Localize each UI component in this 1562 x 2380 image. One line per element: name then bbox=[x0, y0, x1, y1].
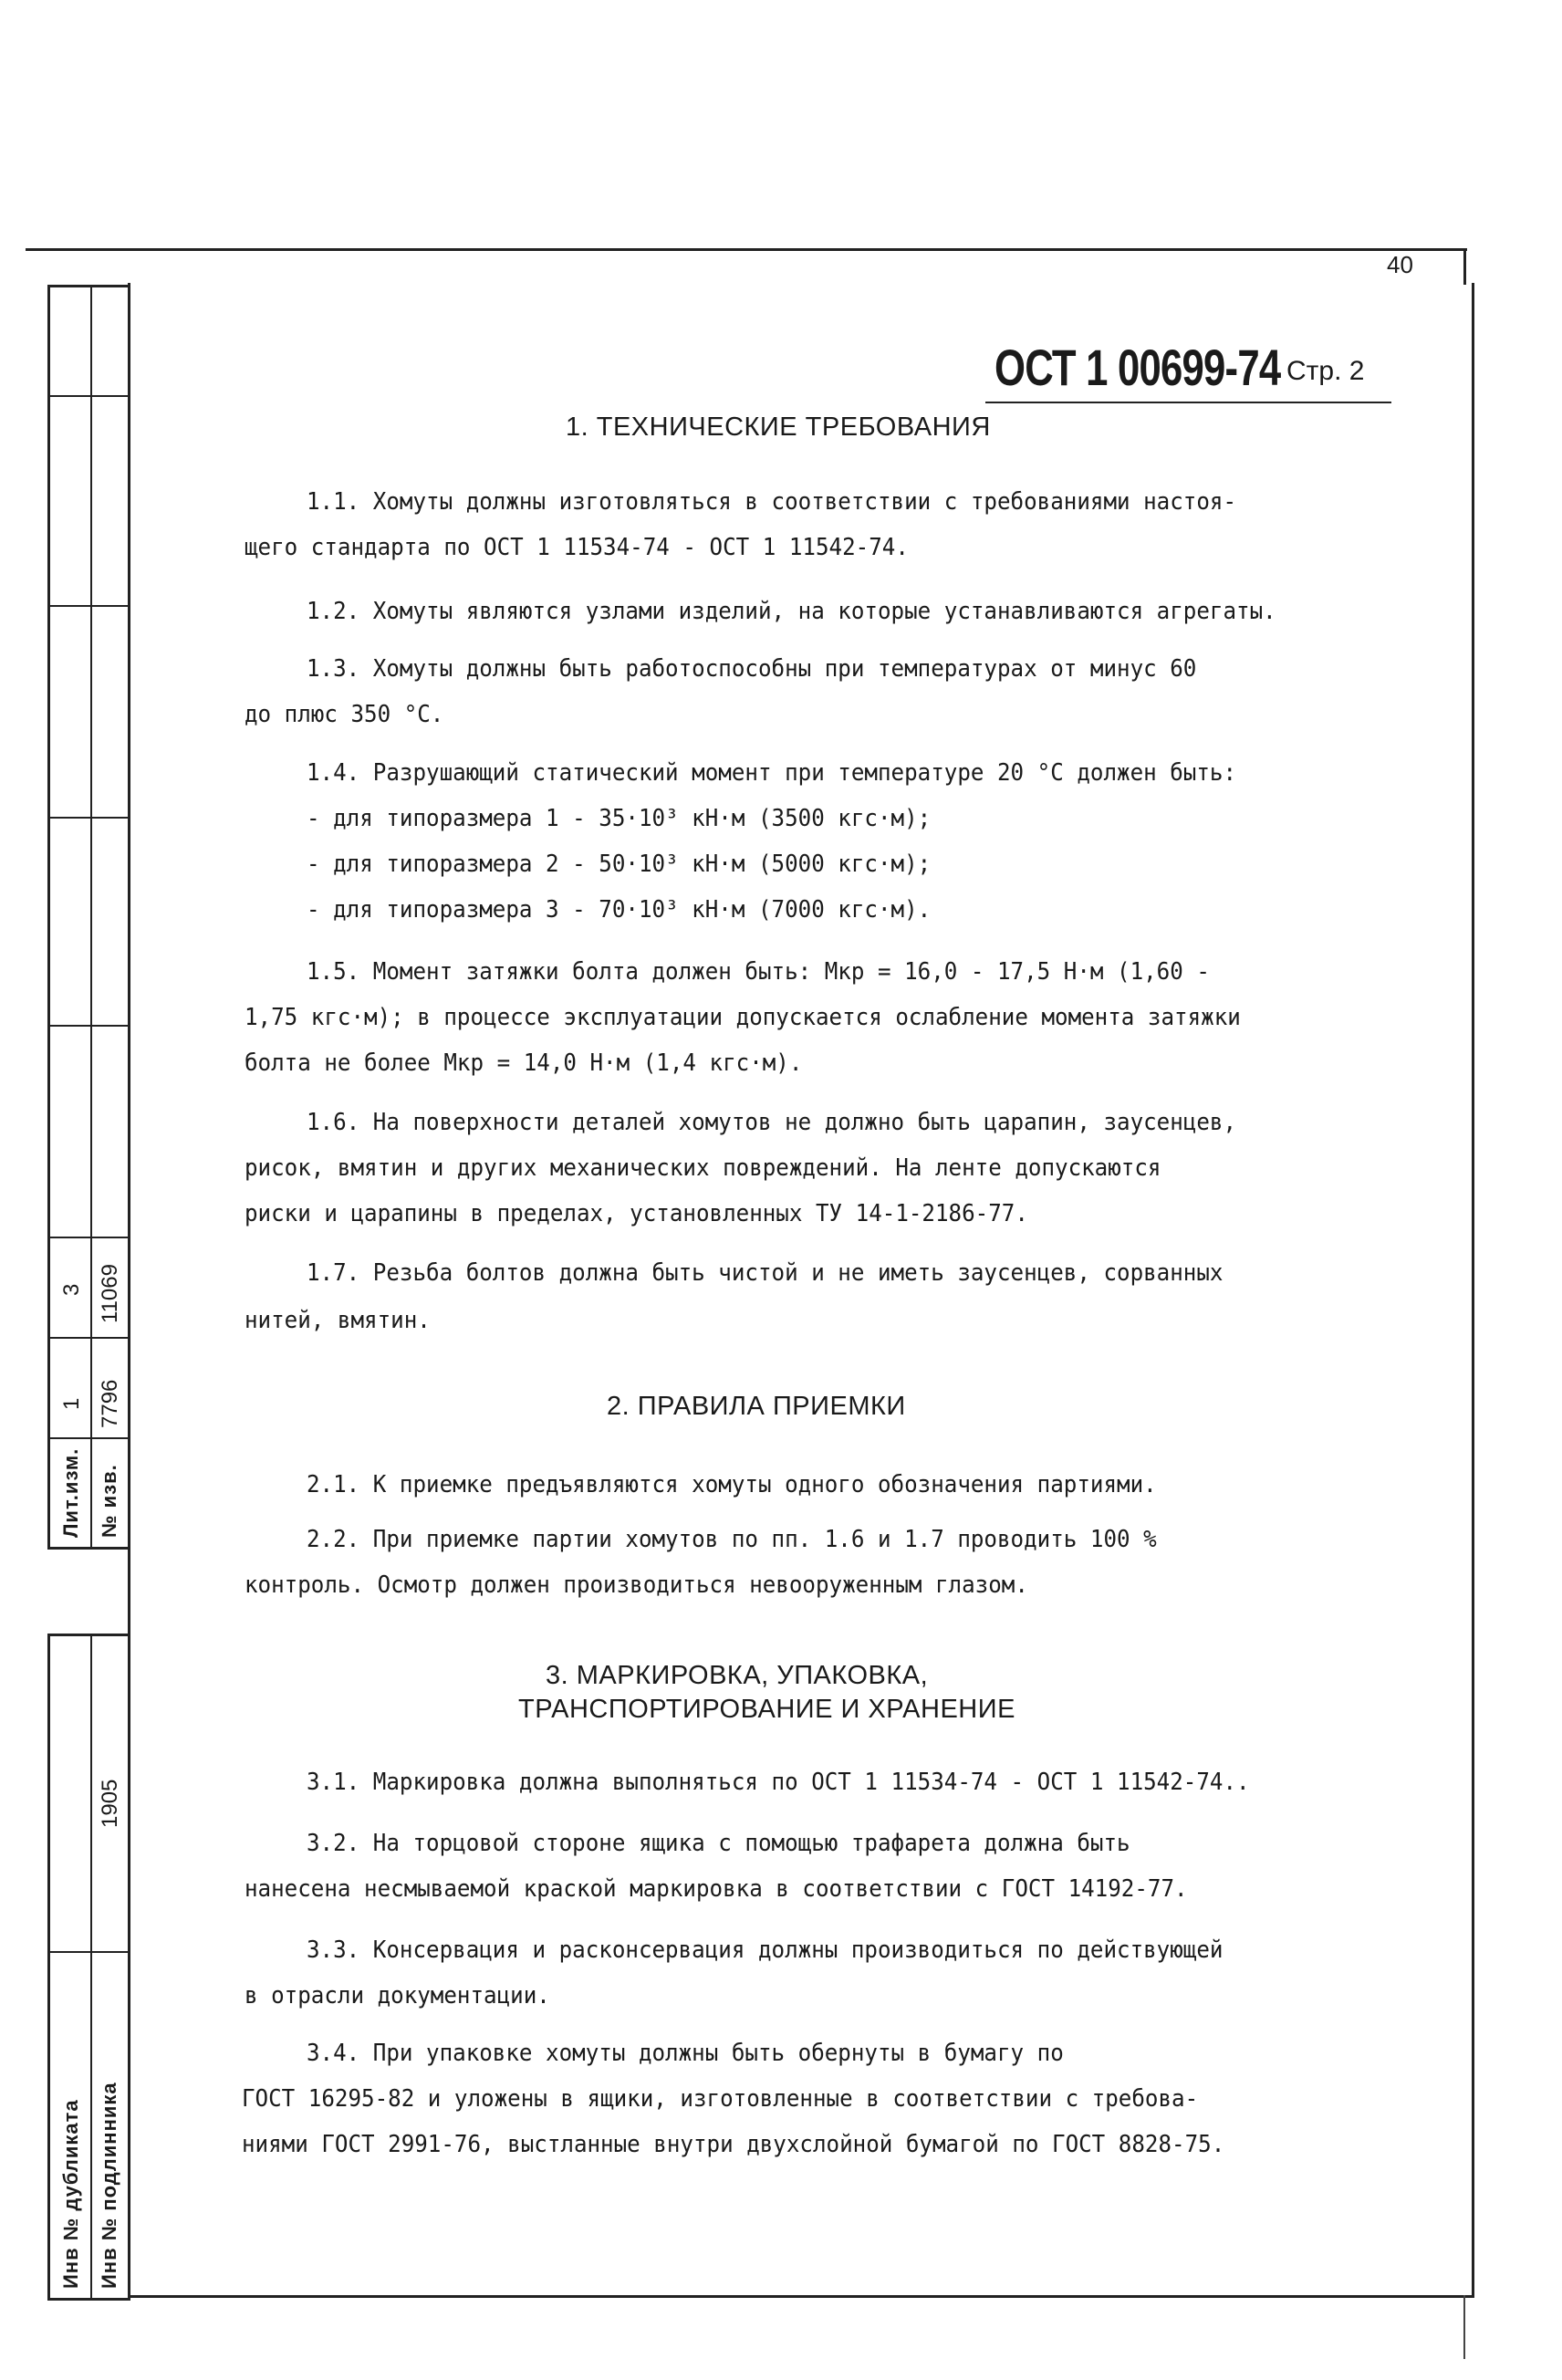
page-label: Стр. 2 bbox=[1286, 356, 1365, 386]
rev-notice-label: № изв. bbox=[98, 1464, 120, 1538]
clause-1-4-item1: - для типоразмера 1 - 35·10³ кН·м (3500 кгс·м); bbox=[307, 805, 932, 832]
rev-sheet-label: Лит.изм. bbox=[59, 1447, 82, 1538]
clause-1-4-item2: - для типоразмера 2 - 50·10³ кН·м (5000 кгс·м); bbox=[307, 851, 932, 878]
clause-3-4-line2: ГОСТ 16295-82 и уложены в ящики, изготовленные в соответствии с требова- bbox=[242, 2085, 1199, 2113]
section3-title-line2: ТРАНСПОРТИРОВАНИЕ И ХРАНЕНИЕ bbox=[518, 1695, 1015, 1724]
clause-1-1-line2: щего стандарта по ОСТ 1 11534-74 - ОСТ 1 11542-74. bbox=[245, 534, 909, 561]
section3-title-line1: 3. МАРКИРОВКА, УПАКОВКА, bbox=[546, 1661, 929, 1690]
dup-inventory-label: Инв № дубликата bbox=[59, 2099, 82, 2289]
frame-tail-line bbox=[1463, 2295, 1465, 2359]
clause-3-1: 3.1. Маркировка должна выполняться по ОСТ 1 11534-74 - ОСТ 1 11542-74.. bbox=[307, 1769, 1250, 1796]
clause-2-2-line2: контроль. Осмотр должен производиться невооруженным глазом. bbox=[245, 1571, 1028, 1599]
orig-inventory-label: Инв № подлинника bbox=[98, 2082, 120, 2289]
clause-1-5-line2: 1,75 кгс·м); в процессе эксплуатации допускается ослабление момента затяжки bbox=[245, 1004, 1241, 1031]
header-underline bbox=[985, 402, 1391, 403]
clause-3-2-line2: нанесена несмываемой краской маркировка в соответствии с ГОСТ 14192-77. bbox=[245, 1875, 1188, 1903]
clause-1-7-line1: 1.7. Резьба болтов должна быть чистой и не иметь заусенцев, сорванных bbox=[307, 1259, 1224, 1287]
section2-title: 2. ПРАВИЛА ПРИЕМКИ bbox=[607, 1392, 906, 1421]
rev1-notice: 7796 bbox=[98, 1379, 122, 1428]
clause-3-3-line2: в отрасли документации. bbox=[245, 1982, 550, 2009]
frame-right-edge bbox=[1463, 248, 1466, 285]
clause-1-2: 1.2. Хомуты являются узлами изделий, на которые устанавливаются агрегаты. bbox=[307, 598, 1276, 625]
inventory-stamp bbox=[47, 1634, 130, 2301]
sheet-number: 40 bbox=[1387, 251, 1413, 278]
clause-1-6-line1: 1.6. На поверхности деталей хомутов не должно быть царапин, заусенцев, bbox=[307, 1109, 1237, 1136]
section1-title: 1. ТЕХНИЧЕСКИЕ ТРЕБОВАНИЯ bbox=[566, 412, 991, 442]
clause-3-4-line3: ниями ГОСТ 2991-76, выстланные внутри двухслойной бумагой по ГОСТ 8828-75. bbox=[242, 2131, 1225, 2158]
clause-1-3-line2: до плюс 350 °С. bbox=[245, 701, 444, 728]
rev2-sheet: 3 bbox=[59, 1283, 84, 1296]
top-frame-line bbox=[26, 248, 1467, 251]
orig-inventory-value: 1905 bbox=[98, 1779, 122, 1828]
clause-1-5-line3: болта не более Мкр = 14,0 Н·м (1,4 кгс·м). bbox=[245, 1049, 803, 1077]
rev2-notice: 11069 bbox=[98, 1264, 122, 1323]
revision-stamp bbox=[47, 285, 130, 1550]
clause-3-2-line1: 3.2. На торцовой стороне ящика с помощью трафарета должна быть bbox=[307, 1830, 1130, 1857]
clause-1-3-line1: 1.3. Хомуты должны быть работоспособны при температурах от минус 60 bbox=[307, 655, 1197, 683]
clause-3-4-line1: 3.4. При упаковке хомуты должны быть обернуты в бумагу по bbox=[307, 2040, 1064, 2067]
clause-2-2-line1: 2.2. При приемке партии хомутов по пп. 1.6 и 1.7 проводить 100 % bbox=[307, 1526, 1157, 1553]
rev1-sheet: 1 bbox=[59, 1397, 84, 1410]
clause-1-4-item3: - для типоразмера 3 - 70·10³ кН·м (7000 кгс·м). bbox=[307, 896, 932, 924]
clause-1-6-line2: рисок, вмятин и других механических повреждений. На ленте допускаются bbox=[245, 1154, 1161, 1182]
clause-2-1: 2.1. К приемке предъявляются хомуты одного обозначения партиями. bbox=[307, 1471, 1157, 1498]
clause-1-6-line3: риски и царапины в пределах, установленных ТУ 14-1-2186-77. bbox=[245, 1200, 1028, 1227]
clause-1-1-line1: 1.1. Хомуты должны изготовляться в соответствии с требованиями настоя- bbox=[307, 488, 1237, 516]
clause-1-4-line1: 1.4. Разрушающий статический момент при температуре 20 °С должен быть: bbox=[307, 759, 1237, 787]
clause-3-3-line1: 3.3. Консервация и расконсервация должны производиться по действующей bbox=[307, 1936, 1224, 1964]
clause-1-5-line1: 1.5. Момент затяжки болта должен быть: Мкр = 16,0 - 17,5 Н·м (1,60 - bbox=[307, 958, 1210, 986]
clause-1-7-line2: нитей, вмятин. bbox=[245, 1307, 431, 1334]
document-code: ОСТ 1 00699-74 bbox=[994, 339, 1281, 396]
